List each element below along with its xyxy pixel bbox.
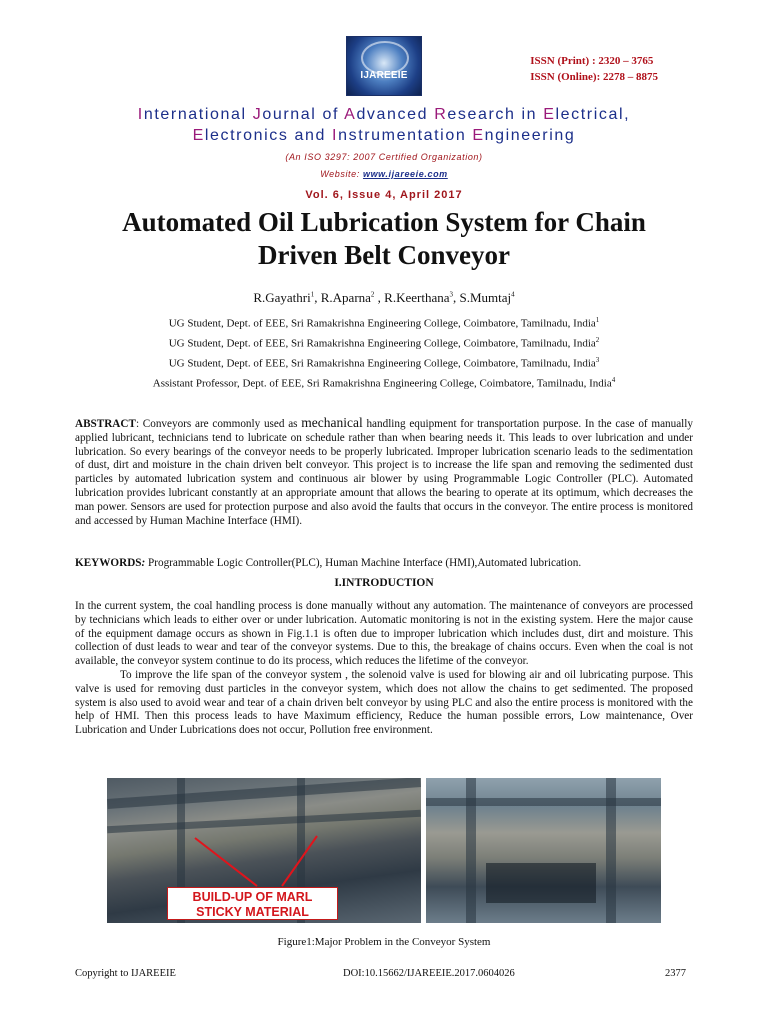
section-heading: I.INTRODUCTION — [334, 577, 434, 589]
callout-line2: STICKY MATERIAL — [196, 905, 309, 919]
abstract-text-b: handling equipment for transportation purpose. In the case of manually applied lubricant, technicians tend to lubricate on schedule rather than when bearing needs it. This leads to over lubrication and under lubrication. So every bearings of the conveyor needs to be properly lubricated. Improper lubrication scenario leads to the sedimentation of dust, dirt and moisture in the chain driven belt conveyor. This project is to increase the life span and removing the sedimented dust particles by automated lubrication system and continuous air blower by using Programmable Logic Controller (PLC). Automated lubrication provides lubricant constantly at an appropriate amount that allows the bearing to operate at its optimum, which decreases the man power. Sensors are used for protection purpose and also avoid the faults that occurs in the conveyor. The entire process is monitored and accessed by Human Machine Interface (HMI). — [75, 418, 693, 527]
introduction — [75, 600, 693, 738]
abstract — [75, 416, 693, 528]
affiliation-sup: 4 — [611, 376, 616, 384]
author-sup: 3 — [449, 290, 454, 299]
footer-copyright: Copyright to IJAREEIE — [75, 968, 176, 979]
affiliation-sup: 1 — [595, 316, 600, 324]
keywords-label: KEYWORDS — [75, 557, 142, 569]
paper-title-line1: Automated Oil Lubrication System for Chain — [122, 207, 646, 237]
figure-photo-right — [426, 778, 661, 923]
abstract-text-a: : Conveyors are commonly used as — [135, 418, 302, 430]
affiliation-text: Assistant Professor, Dept. of EEE, Sri Ramakrishna Engineering College, Coimbatore, Tamilnadu, India — [152, 377, 612, 390]
affiliation-sup: 3 — [595, 356, 600, 364]
author-sup: 2 — [370, 290, 375, 299]
keywords-colon: : — [141, 557, 146, 569]
author-sep: , — [374, 290, 385, 305]
footer-doi: DOI:10.15662/IJAREEIE.2017.0604026 — [343, 968, 515, 979]
affiliation-text: UG Student, Dept. of EEE, Sri Ramakrishna Engineering College, Coimbatore, Tamilnadu, India — [168, 357, 596, 370]
journal-title-line1: International Journal of Advanced Research in Electrical, — [137, 106, 631, 123]
author: R.Gayathri — [253, 290, 311, 305]
journal-title-line2: Electronics and Instrumentation Engineering — [192, 127, 576, 144]
affiliation-text: UG Student, Dept. of EEE, Sri Ramakrishna Engineering College, Coimbatore, Tamilnadu, India — [168, 337, 596, 350]
affiliation-text: UG Student, Dept. of EEE, Sri Ramakrishna Engineering College, Coimbatore, Tamilnadu, India — [168, 317, 596, 330]
author-sup: 1 — [310, 290, 315, 299]
website-link[interactable]: www.ijareeie.com — [362, 169, 448, 179]
abstract-text-big: mechanical — [301, 415, 363, 430]
author-sep: , — [314, 290, 321, 305]
author: R.Aparna — [320, 290, 371, 305]
author-sep: , — [453, 290, 460, 305]
logo-text: IJAREEIE — [360, 70, 408, 81]
paper-title — [40, 206, 728, 272]
figure-callout-label — [167, 887, 338, 920]
author: R.Keerthana — [384, 290, 450, 305]
issn-online: ISSN (Online): 2278 – 8875 — [530, 71, 658, 83]
author-list — [0, 290, 768, 306]
intro-paragraph-2: To improve the life span of the conveyor system , the solenoid valve is used for blowing air and oil lubricating purpose. This valve is used for removing dust particles in the conveyor system, which does not allow the chains to get sedimented. The proposed system is also used to avoid wear and tear of a chain driven belt conveyor by using PLC and also the entire process is monitored with the help of HMI. Then this process leads to have Maximum efficiency, Reduce the human possible errors, Low maintenance, Over Lubrication and Under Lubrications does not occur, Pollution free environment. — [75, 668, 693, 737]
author: S.Mumtaj — [459, 290, 512, 305]
volume-issue: Vol. 6, Issue 4, April 2017 — [305, 189, 463, 201]
figure-caption: Figure1:Major Problem in the Conveyor System — [277, 936, 491, 948]
affiliation — [0, 316, 768, 330]
footer-page-number: 2377 — [665, 968, 686, 979]
website-label: Website: — [320, 169, 363, 179]
author-sup: 4 — [511, 290, 515, 299]
keywords-text: Programmable Logic Controller(PLC), Human Machine Interface (HMI),Automated lubrication. — [145, 557, 582, 569]
issn-print: ISSN (Print) : 2320 – 3765 — [530, 55, 654, 67]
affiliation — [0, 376, 768, 390]
issn-block — [530, 53, 658, 85]
paper-title-line2: Driven Belt Conveyor — [258, 240, 510, 270]
affiliation — [0, 336, 768, 350]
website-line — [0, 169, 768, 179]
keywords — [75, 557, 693, 571]
affiliation-sup: 2 — [595, 336, 600, 344]
abstract-label: ABSTRACT — [75, 418, 136, 430]
intro-paragraph-1: In the current system, the coal handling process is done manually without any automation. The maintenance of conveyors are processed by technicians which leads to either over or under lubrication. Automatic monitoring is not in the existing system. Here the major cause of the equipment damage occurs as shown in Fig.1.1 is often due to improper lubrication which includes dust, dirt and moisture. This collection of dust leads to wear and tear of the conveyor systems. Due to this, the breakage of chains occurs. Even when the coal is not available, the conveyor system continue to do its process, which reduces the lifetime of the conveyor. — [75, 600, 693, 668]
callout-line1: BUILD-UP OF MARL — [192, 890, 313, 904]
iso-certification: (An ISO 3297: 2007 Certified Organization) — [285, 152, 483, 162]
affiliation — [0, 356, 768, 370]
journal-logo — [346, 36, 422, 96]
